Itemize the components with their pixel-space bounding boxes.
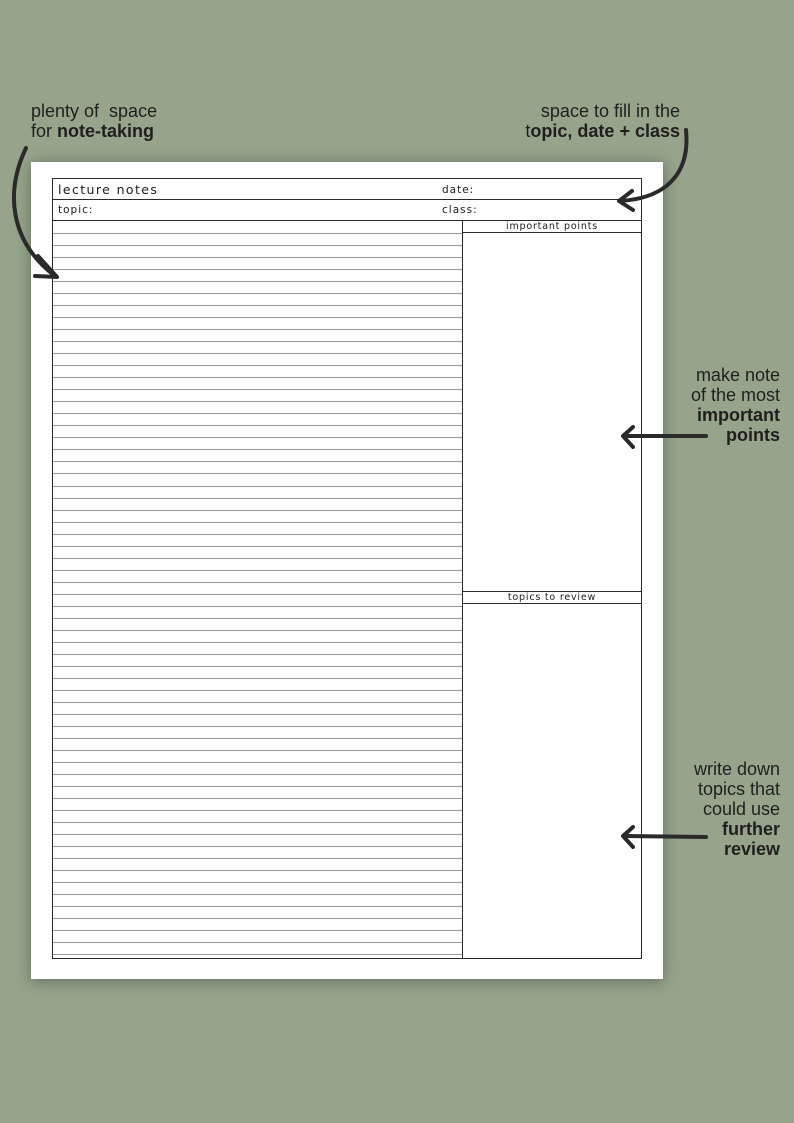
callout-important-line3: important [697,405,780,425]
topic-field-label: topic: [58,204,94,216]
important-points-title: important points [463,221,641,233]
sheet-title: lecture notes [58,182,159,197]
callout-review-line1: write down [693,759,780,779]
callout-header-line1: space to fill in the [540,101,680,121]
callout-note-line2-prefix: for [31,121,58,141]
callout-note-line1: plenty of space [31,101,158,121]
callout-review-line3: could use [702,799,780,819]
callout-review-line4: further [722,819,780,839]
topics-to-review-title: topics to review [463,592,641,604]
arrow-note-taking-head-icon [35,256,57,277]
callout-important-line1: make note [695,365,780,385]
arrow-review-icon [624,836,706,837]
callout-review-line2: topics that [697,779,780,799]
callout-header-line2-prefix: t [525,121,531,141]
callout-important-line2: of the most [690,385,780,405]
date-field-label: date: [442,184,475,196]
callout-review-line5: review [723,839,780,859]
arrow-note-taking-icon [14,148,55,276]
callout-important-line4: points [726,425,780,445]
callout-note-line2-bold: note-taking [57,121,155,141]
class-field-label: class: [442,204,478,216]
callout-header-line2-bold: opic, date + class [530,121,680,141]
